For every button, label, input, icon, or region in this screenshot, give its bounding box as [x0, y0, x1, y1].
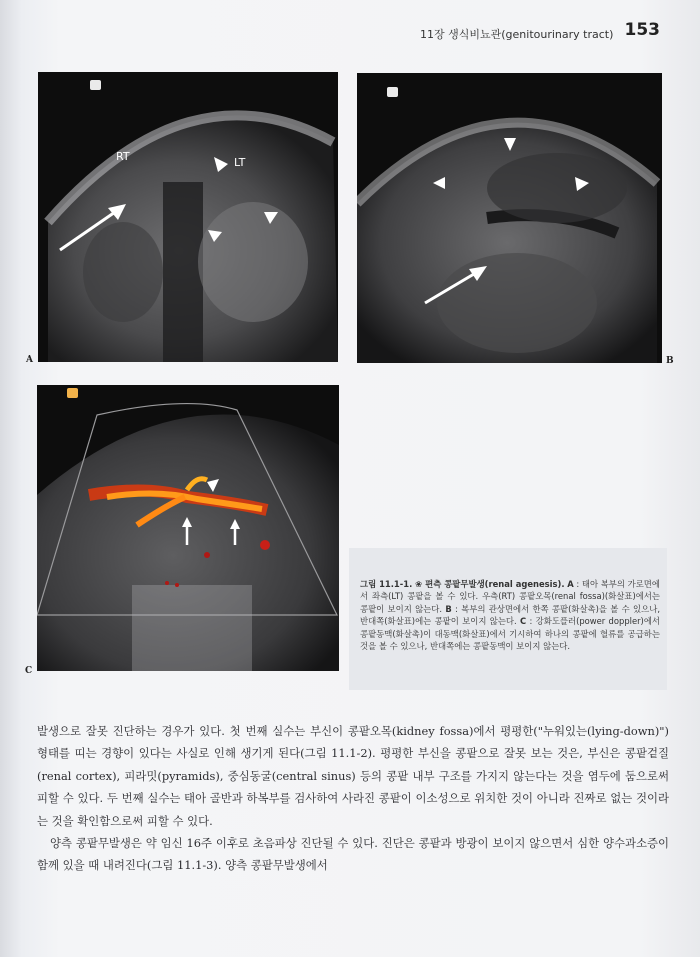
label-right-kidney: RT — [116, 150, 130, 163]
caption-text-a: : 태아 복부의 가로면에서 좌측(LT) 콩팥을 볼 수 있다. 우측(RT) 콩팥오목(renal fossa)(화살표)에서는 콩팥이 보이지 않는다. — [360, 579, 660, 614]
caption-label-a: A — [567, 579, 574, 589]
label-left-kidney: LT — [234, 156, 246, 169]
caption-label-c: C — [520, 616, 527, 627]
panel-letter-c: C — [25, 666, 33, 676]
caption-title: 그림 11.1-1. ❀ 편측 콩팥무발생(renal agenesis). — [360, 579, 565, 589]
ultrasound-figure-c — [37, 385, 339, 671]
caption-text-c: : 강화도플러(power doppler)에서 콩팥동맥(화살촉)이 대동맥(화살표)에서 기시하여 하나의 콩팥에 혈류를 공급하는 것을 볼 수 있으나, 반대쪽에는 콩팥동맥이 보이지 않는다. — [360, 616, 661, 652]
caption-text-b: : 복부의 관상면에서 한쪽 콩팥(화살촉)을 볼 수 있으나, 반대쪽(화살표)에는 콩팥이 보이지 않는다. — [360, 603, 660, 627]
body-paragraph: 발생으로 잘못 진단하는 경우가 있다. 첫 번째 실수는 부신이 콩팥오목(kidney fossa)에서 평평한("누워있는(lying-down)") 형태를 띠는 경향이 있다는 사실로 인해 생기게 된다(그림 11.1-2). 평평한 부신을 콩팥으로 잘못 보는 것은, 부신은 콩팥겉질(renal cortex), 피라밋(pyramids), 중심동굴(central sinus) 등의 콩팥 내부 구조를 가지지 않는다는 것을 염두에 둠으로써 피할 수 있다. 두 번째 실수는 태아 골반과 하복부를 검사하여 사라진 콩팥이 이소성으로 위치한 것이 아니라 진짜로 없는 것이라는 것을 확인함으로써 피할 수 있다. — [37, 724, 669, 828]
panel-letter-a: A — [26, 355, 33, 365]
figure-caption — [360, 578, 660, 652]
body-paragraph: 양측 콩팥무발생은 약 임신 16주 이후로 초음파상 진단될 수 있다. 진단은 콩팥과 방광이 보이지 않으면서 심한 양수과소증이 함께 있을 때 내려진다(그림 11.1-3). 양측 콩팥무발생에서 — [37, 836, 669, 873]
running-header — [420, 20, 680, 42]
panel-letter-b: B — [666, 356, 674, 366]
body-text — [37, 720, 669, 877]
ultrasound-figure-a — [38, 72, 338, 362]
chapter-title: 11장 생식비뇨관(genitourinary tract) — [420, 28, 614, 41]
caption-label-b: B — [445, 603, 452, 614]
ultrasound-figure-b — [357, 73, 662, 363]
page-number: 153 — [624, 20, 660, 40]
